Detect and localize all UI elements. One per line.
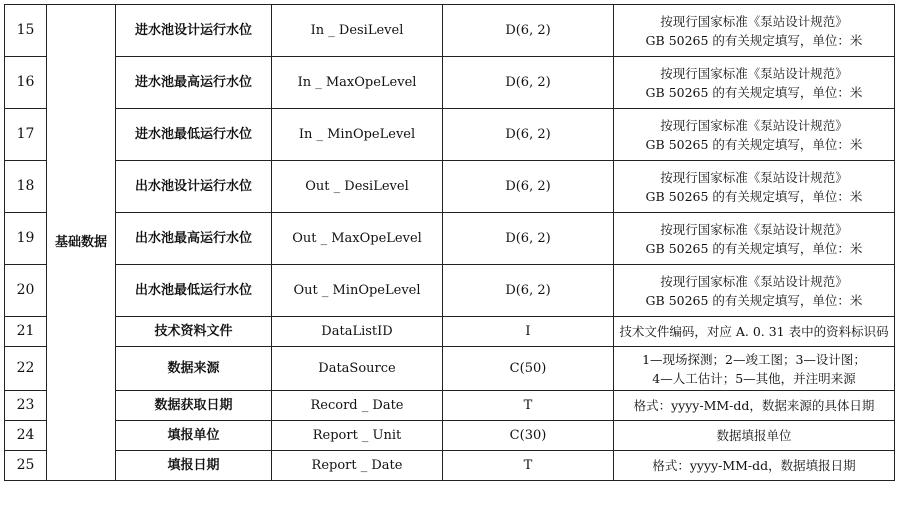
field-note [614,265,895,317]
field-type: D(6, 2) [443,161,614,213]
field-code: Report _ Unit [272,421,443,451]
row-number: 16 [5,57,47,109]
field-type: D(6, 2) [443,57,614,109]
table-row [5,347,895,391]
field-note [614,421,895,451]
group-label: 基础数据 [47,5,116,481]
row-number: 15 [5,5,47,57]
field-name: 数据获取日期 [116,391,272,421]
field-note [614,57,895,109]
row-number: 17 [5,109,47,161]
note-line: 按现行国家标准《泵站设计规范》 [660,273,848,289]
field-name: 出水池最低运行水位 [116,265,272,317]
table-row [5,213,895,265]
table-row [5,451,895,481]
field-code: In _ MinOpeLevel [272,109,443,161]
field-name: 进水池设计运行水位 [116,5,272,57]
row-number: 23 [5,391,47,421]
note-line: GB 50265 的有关规定填写，单位：米 [645,188,863,204]
field-note [614,317,895,347]
field-code: Record _ Date [272,391,443,421]
field-code: Out _ MaxOpeLevel [272,213,443,265]
field-code: DataListID [272,317,443,347]
table-row [5,161,895,213]
note-line: 按现行国家标准《泵站设计规范》 [660,13,848,29]
table-row [5,317,895,347]
field-note [614,213,895,265]
field-type: I [443,317,614,347]
note-line: GB 50265 的有关规定填写，单位：米 [645,84,863,100]
field-spec-table [4,4,895,481]
note-line: 1—现场探测；2—竣工图；3—设计图； [642,351,866,367]
note-line: GB 50265 的有关规定填写，单位：米 [645,136,863,152]
note-line: 技术文件编码，对应 A. 0. 31 表中的资料标识码 [619,324,889,339]
field-code: DataSource [272,347,443,391]
row-number: 21 [5,317,47,347]
field-note [614,109,895,161]
note-line: 数据填报单位 [716,428,792,443]
field-name: 出水池设计运行水位 [116,161,272,213]
field-note [614,451,895,481]
field-name: 进水池最低运行水位 [116,109,272,161]
field-code: Out _ DesiLevel [272,161,443,213]
field-name: 技术资料文件 [116,317,272,347]
field-type: D(6, 2) [443,265,614,317]
field-code: Out _ MinOpeLevel [272,265,443,317]
field-note [614,5,895,57]
field-name: 出水池最高运行水位 [116,213,272,265]
field-type: T [443,391,614,421]
table-row [5,391,895,421]
note-line: 格式：yyyy-MM-dd，数据来源的具体日期 [633,398,875,413]
table-row [5,5,895,57]
field-name: 填报日期 [116,451,272,481]
row-number: 20 [5,265,47,317]
note-line: GB 50265 的有关规定填写，单位：米 [645,240,863,256]
table-row [5,57,895,109]
field-code: In _ DesiLevel [272,5,443,57]
field-type: C(50) [443,347,614,391]
field-note [614,391,895,421]
row-number: 22 [5,347,47,391]
field-code: In _ MaxOpeLevel [272,57,443,109]
field-code: Report _ Date [272,451,443,481]
field-name: 进水池最高运行水位 [116,57,272,109]
note-line: 按现行国家标准《泵站设计规范》 [660,117,848,133]
row-number: 19 [5,213,47,265]
note-line: 格式：yyyy-MM-dd，数据填报日期 [652,458,856,473]
note-line: GB 50265 的有关规定填写，单位：米 [645,292,863,308]
note-line: GB 50265 的有关规定填写，单位：米 [645,32,863,48]
note-line: 按现行国家标准《泵站设计规范》 [660,169,848,185]
field-type: T [443,451,614,481]
field-type: D(6, 2) [443,213,614,265]
field-type: C(30) [443,421,614,451]
field-type: D(6, 2) [443,109,614,161]
row-number: 18 [5,161,47,213]
field-note [614,161,895,213]
table-row [5,109,895,161]
field-name: 填报单位 [116,421,272,451]
table-row [5,421,895,451]
row-number: 24 [5,421,47,451]
table-row [5,265,895,317]
field-type: D(6, 2) [443,5,614,57]
note-line: 按现行国家标准《泵站设计规范》 [660,65,848,81]
row-number: 25 [5,451,47,481]
field-note [614,347,895,391]
note-line: 按现行国家标准《泵站设计规范》 [660,221,848,237]
note-line: 4—人工估计；5—其他，并注明来源 [652,370,856,386]
field-name: 数据来源 [116,347,272,391]
